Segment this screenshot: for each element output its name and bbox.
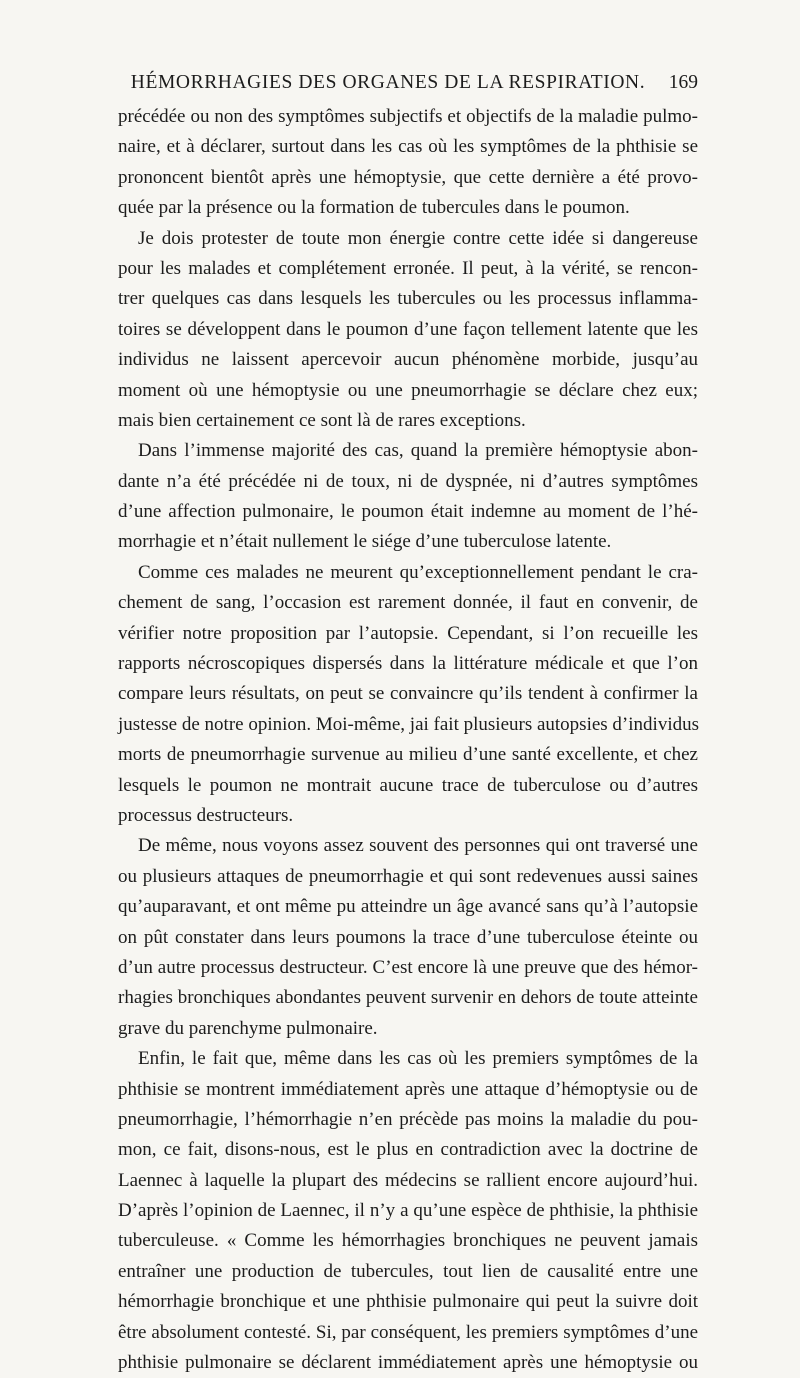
text-line: Enfin, le fait que, même dans les cas où les premiers symptômes de la — [138, 1048, 698, 1070]
text-line: lesquels le poumon ne montrait aucune trace de tuberculose ou d’autres — [118, 774, 698, 796]
text-line: tuberculeuse. « Comme les hémorrhagies bronchiques ne peuvent jamais — [118, 1230, 698, 1252]
text-line: grave du parenchyme pulmonaire. — [118, 1017, 378, 1039]
page-number: 169 — [668, 72, 698, 93]
text-line: phthisie se montrent immédiatement après une attaque d’hémoptysie ou de — [118, 1078, 698, 1100]
text-line: dante n’a été précédée ni de toux, ni de dyspnée, ni d’autres symptômes — [118, 470, 698, 492]
text-line: justesse de notre opinion. Moi-même, jai fait plusieurs autopsies d’individus — [118, 713, 699, 735]
text-line: De même, nous voyons assez souvent des personnes qui ont traversé une — [138, 835, 698, 857]
text-line: Je dois protester de toute mon énergie contre cette idée si dangereuse — [138, 227, 698, 249]
text-line: trer quelques cas dans lesquels les tubercules ou les processus inflamma- — [118, 288, 698, 310]
text-line: individus ne laissent apercevoir aucun phénomène morbide, jusqu’au — [118, 349, 698, 371]
text-line: d’un autre processus destructeur. C’est encore là une preuve que des hémor- — [118, 956, 698, 978]
text-line: chement de sang, l’occasion est rarement donnée, il faut en convenir, de — [118, 592, 698, 614]
text-line: qu’auparavant, et ont même pu atteindre un âge avancé sans qu’à l’autopsie — [118, 896, 698, 918]
text-line: D’après l’opinion de Laennec, il n’y a qu’une espèce de phthisie, la phthisie — [118, 1200, 698, 1222]
text-line: rhagies bronchiques abondantes peuvent survenir en dehors de toute atteinte — [118, 987, 698, 1009]
text-line: quée par la présence ou la formation de tubercules dans le poumon. — [118, 197, 630, 219]
text-line: rapports nécroscopiques dispersés dans la littérature médicale et que l’on — [118, 653, 698, 675]
body-text — [118, 102, 698, 1378]
running-header — [118, 72, 698, 98]
text-line: mon, ce fait, disons-nous, est le plus en contradiction avec la doctrine de — [118, 1139, 698, 1161]
text-line: mais bien certainement ce sont là de rares exceptions. — [118, 409, 526, 431]
text-line: phthisie pulmonaire se déclarent immédiatement après une hémoptysie ou — [118, 1352, 698, 1374]
text-line: Comme ces malades ne meurent qu’exceptionnellement pendant le cra- — [138, 561, 698, 583]
text-line: moment où une hémoptysie ou une pneumorrhagie se déclare chez eux; — [118, 379, 698, 401]
text-line: Dans l’immense majorité des cas, quand la première hémoptysie abon- — [138, 440, 698, 462]
text-line: morrhagie et n’était nullement le siége d’une tuberculose latente. — [118, 531, 612, 553]
text-line: toires se développent dans le poumon d’une façon tellement latente que les — [118, 318, 698, 340]
text-line: d’une affection pulmonaire, le poumon était indemne au moment de l’hé- — [118, 501, 698, 523]
running-title: HÉMORRHAGIES DES ORGANES DE LA RESPIRATION. — [130, 72, 646, 93]
text-line: pneumorrhagie, l’hémorrhagie n’en précède pas moins la maladie du pou- — [118, 1108, 698, 1130]
text-line: processus destructeurs. — [118, 804, 294, 826]
text-line: entraîner une production de tubercules, tout lien de causalité entre une — [118, 1260, 698, 1282]
text-line: être absolument contesté. Si, par conséquent, les premiers symptômes d’une — [118, 1321, 698, 1343]
text-line: ou plusieurs attaques de pneumorrhagie et qui sont redevenues aussi saines — [118, 865, 698, 887]
text-line: on pût constater dans leurs poumons la trace d’une tuberculose éteinte ou — [118, 926, 698, 948]
text-line: Laennec à laquelle la plupart des médecins se rallient encore aujourd’hui. — [118, 1169, 698, 1191]
text-line: compare leurs résultats, on peut se convaincre qu’ils tendent à confirmer la — [118, 683, 698, 705]
text-line: morts de pneumorrhagie survenue au milieu d’une santé excellente, et chez — [118, 744, 698, 766]
text-line: naire, et à déclarer, surtout dans les cas où les symptômes de la phthisie se — [118, 136, 698, 158]
text-line: pour les malades et complétement erronée. Il peut, à la vérité, se rencon- — [118, 257, 698, 279]
text-line: vérifier notre proposition par l’autopsie. Cependant, si l’on recueille les — [118, 622, 698, 644]
text-line: prononcent bientôt après une hémoptysie, que cette dernière a été provo- — [118, 166, 698, 188]
text-line: précédée ou non des symptômes subjectifs et objectifs de la maladie pulmo- — [118, 106, 698, 127]
text-line: hémorrhagie bronchique et une phthisie pulmonaire qui peut la suivre doit — [118, 1291, 698, 1313]
